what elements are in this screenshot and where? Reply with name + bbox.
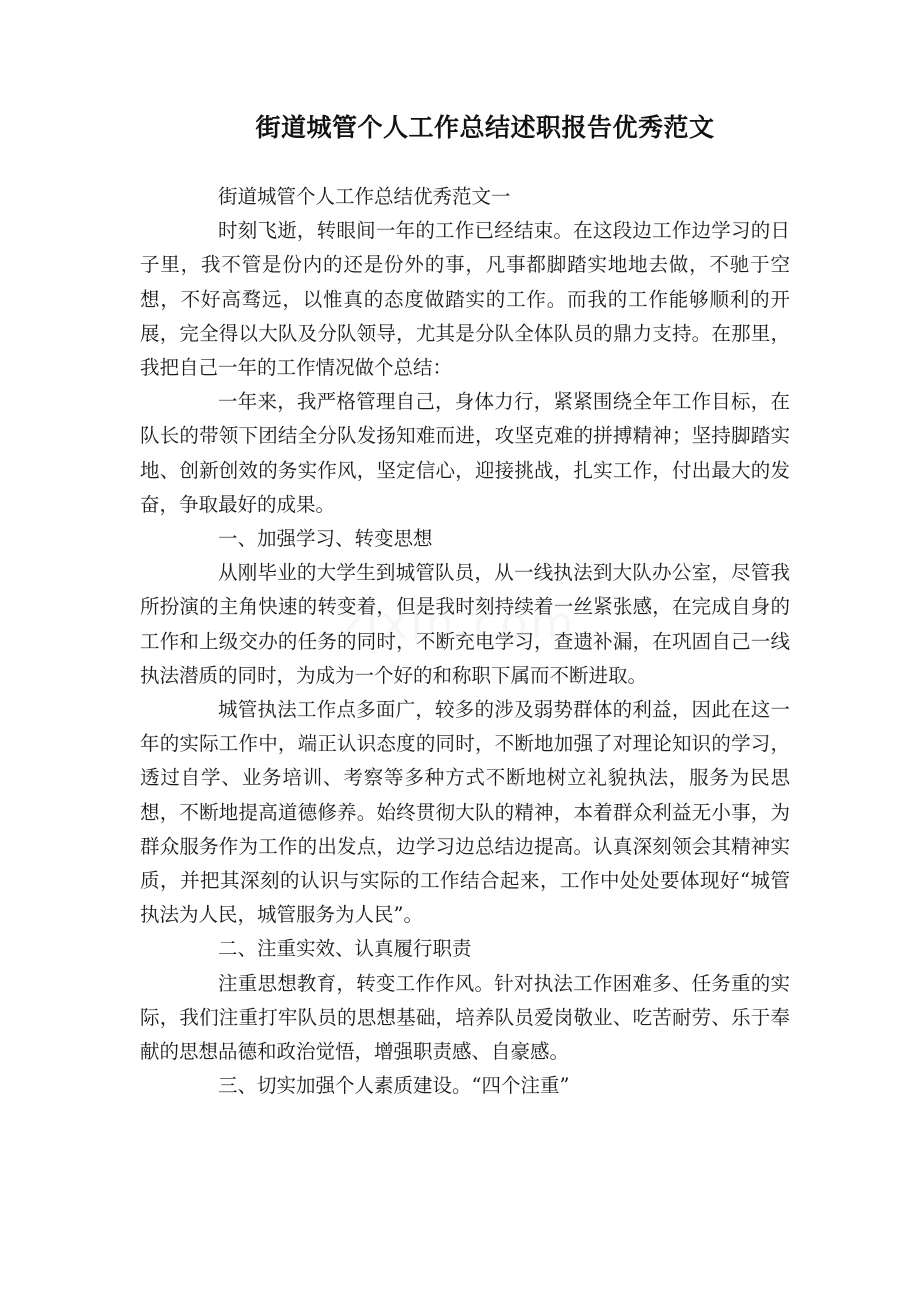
paragraph: 注重思想教育，转变工作作风。针对执法工作困难多、任务重的实际，我们注重打牢队员的思想基础，培养队员爱岗敬业、吃苦耐劳、乐于奉献的思想品德和政治觉悟，增强职责感、自豪感。 [140, 971, 790, 1064]
paragraph: 一年来，我严格管理自己，身体力行，紧紧围绕全年工作目标，在队长的带领下团结全分队发扬知难而进，攻坚克难的拼搏精神；坚持脚踏实地、创新创效的务实作风，坚定信心，迎接挑战，扎实工作，付出最大的发奋，争取最好的成果。 [140, 390, 790, 516]
document-body [140, 180, 790, 1103]
paragraph: 从刚毕业的大学生到城管队员，从一线执法到大队办公室，尽管我所扮演的主角快速的转变着，但是我时刻持续着一丝紧张感，在完成自身的工作和上级交办的任务的同时，不断充电学习，查遗补漏，在巩固自己一线执法潜质的同时，为成为一个好的和称职下属而不断进取。 [140, 561, 790, 687]
paragraph: 城管执法工作点多面广，较多的涉及弱势群体的利益，因此在这一年的实际工作中，端正认识态度的同时，不断地加强了对理论知识的学习，透过自学、业务培训、考察等多种方式不断地树立礼貌执法，服务为民思想，不断地提高道德修养。始终贯彻大队的精神，本着群众利益无小事，为群众服务作为工作的出发点，边学习边总结边提高。认真深刻领会其精神实质，并把其深刻的认识与实际的工作结合起来，工作中处处要体现好“城管执法为人民，城管服务为人民”。 [140, 698, 790, 927]
document-title: 街道城管个人工作总结述职报告优秀范文 [255, 113, 715, 142]
paragraph: 时刻飞逝，转眼间一年的工作已经结束。在这段边工作边学习的日子里，我不管是份内的还是份外的事，凡事都脚踏实地地去做，不驰于空想，不好高骛远，以惟真的态度做踏实的工作。而我的工作能够顺利的开展，完全得以大队及分队领导，尤其是分队全体队员的鼎力支持。在那里，我把自己一年的工作情况做个总结： [140, 219, 790, 380]
section-heading: 一、加强学习、转变思想 [218, 527, 433, 551]
section-heading: 二、注重实效、认真履行职责 [218, 937, 472, 961]
section-heading: 三、切实加强个人素质建设。“四个注重” [218, 1074, 570, 1098]
section-heading: 街道城管个人工作总结优秀范文一 [218, 185, 511, 208]
